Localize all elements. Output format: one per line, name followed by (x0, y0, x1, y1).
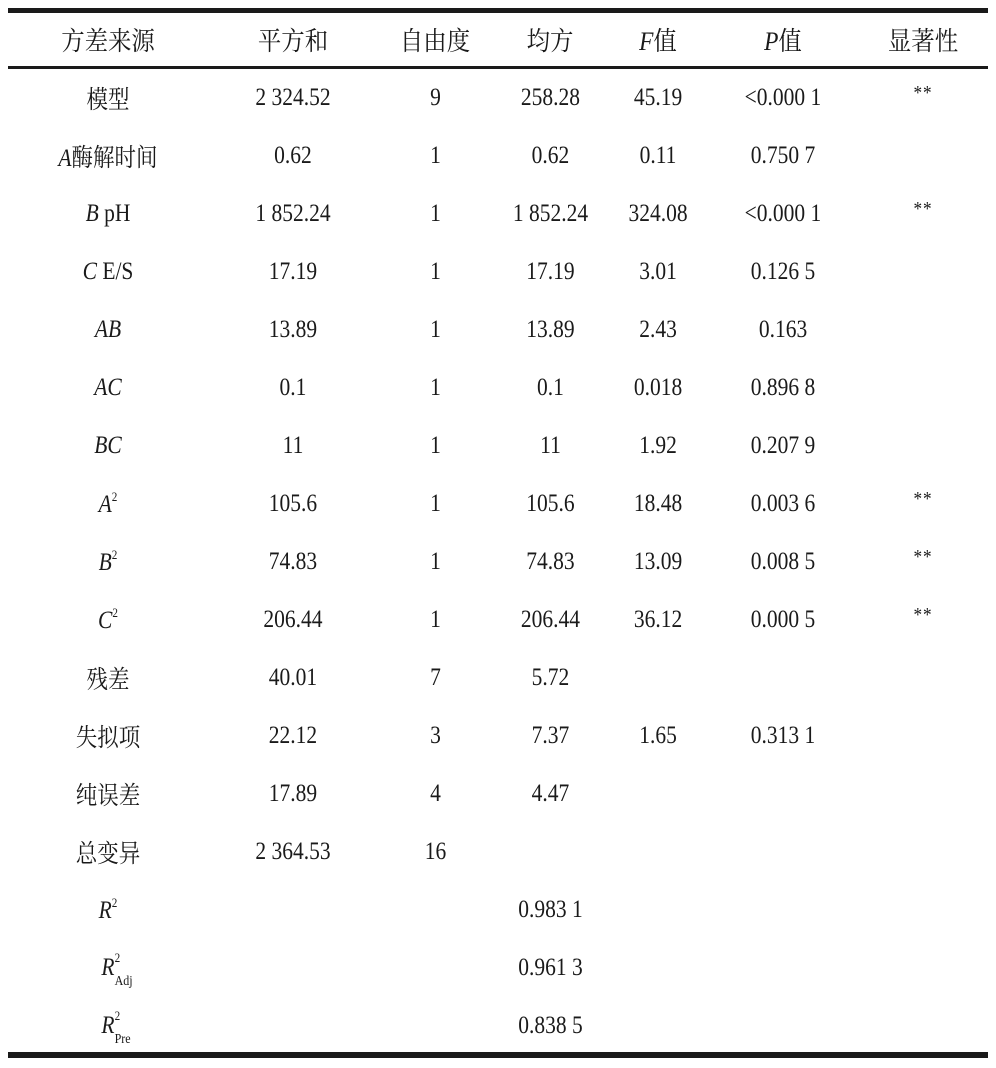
p-value-cell: 0.126 5 (750, 258, 816, 285)
sum-of-squares-cell: 0.62 (274, 142, 312, 169)
source-cell: AB (94, 316, 122, 343)
table-row (8, 591, 988, 649)
p-value-cell (719, 939, 848, 997)
f-value-cell (615, 823, 701, 881)
anova-table (8, 13, 988, 1055)
f-value-cell: 0.018 (633, 374, 683, 401)
f-value-cell: 1.65 (639, 722, 677, 749)
sum-of-squares-cell: 11 (282, 432, 304, 459)
df-cell: 1 (430, 258, 441, 285)
source-cell: 总变异 (75, 841, 141, 868)
mean-square-cell: 74.83 (526, 548, 575, 575)
df-cell: 9 (430, 84, 441, 111)
f-value-cell: 3.01 (639, 258, 677, 285)
p-value-cell: 0.163 (758, 316, 808, 343)
table-row (8, 417, 988, 475)
f-value-cell: 36.12 (633, 606, 683, 633)
header-source: 方差来源 (61, 27, 155, 56)
f-value-cell (615, 649, 701, 707)
df-cell (386, 939, 485, 997)
header-f-value: F值 (639, 27, 677, 56)
p-value-cell: 0.750 7 (750, 142, 816, 169)
significance-cell: ** (913, 82, 933, 104)
significance-cell: ** (913, 546, 933, 568)
table-row (8, 359, 988, 417)
source-cell: $R^2$ (98, 895, 118, 924)
sum-of-squares-cell: 2 324.52 (255, 84, 331, 111)
df-cell: 1 (430, 316, 441, 343)
df-cell (386, 997, 485, 1055)
source-cell: R 2 Pre (101, 1008, 131, 1047)
significance-cell (867, 765, 979, 823)
significance-cell (867, 127, 979, 185)
header-significance: 显著性 (887, 27, 959, 56)
mean-square-cell: 0.983 1 (518, 896, 583, 923)
table-row (8, 823, 988, 881)
significance-cell (867, 359, 979, 417)
source-cell: $B^2$ (98, 547, 118, 576)
significance-cell: ** (913, 488, 933, 510)
source-cell: 模型 (86, 87, 130, 114)
mean-square-cell: 0.838 5 (518, 1012, 583, 1039)
f-value-cell (615, 997, 701, 1055)
significance-cell: ** (913, 198, 933, 220)
f-value-cell: 2.43 (639, 316, 677, 343)
mean-square-cell: 13.89 (526, 316, 575, 343)
df-cell (386, 881, 485, 939)
significance-cell (867, 243, 979, 301)
significance-cell (867, 823, 979, 881)
table-row (8, 185, 988, 243)
f-value-cell (615, 765, 701, 823)
source-cell: 纯误差 (75, 783, 141, 810)
mean-square-cell: 105.6 (526, 490, 575, 517)
significance-cell (867, 707, 979, 765)
sum-of-squares-cell: 13.89 (268, 316, 318, 343)
header-df: 自由度 (400, 27, 471, 56)
source-cell: C E/S (82, 258, 134, 285)
significance-cell (867, 997, 979, 1055)
header-sum-of-squares: 平方和 (257, 27, 329, 56)
df-cell: 1 (430, 374, 441, 401)
source-cell: $C^2$ (98, 605, 118, 634)
sum-of-squares-cell (220, 881, 366, 939)
mean-square-cell: 1 852.24 (512, 200, 589, 227)
sum-of-squares-cell: 74.83 (268, 548, 318, 575)
sum-of-squares-cell (220, 997, 366, 1055)
mean-square-cell: 11 (540, 432, 561, 459)
source-cell: 失拟项 (75, 725, 141, 752)
source-cell: 残差 (86, 667, 130, 694)
p-value-cell: 0.008 5 (750, 548, 816, 575)
sum-of-squares-cell: 1 852.24 (255, 200, 331, 227)
f-value-cell: 45.19 (633, 84, 683, 111)
mean-square-cell: 258.28 (520, 84, 581, 111)
sum-of-squares-cell: 17.19 (268, 258, 318, 285)
table-row (8, 301, 988, 359)
df-cell: 3 (430, 722, 441, 749)
df-cell: 1 (430, 548, 441, 575)
mean-square-cell: 0.1 (537, 374, 564, 401)
p-value-cell: 0.313 1 (750, 722, 816, 749)
p-value-cell: 0.896 8 (750, 374, 816, 401)
f-value-cell (615, 881, 701, 939)
sum-of-squares-cell: 0.1 (279, 374, 307, 401)
source-cell: $A^2$ (98, 489, 118, 518)
df-cell: 7 (430, 664, 441, 691)
sum-of-squares-cell: 17.89 (268, 780, 318, 807)
source-cell: B pH (85, 200, 131, 227)
p-value-cell: 0.003 6 (750, 490, 816, 517)
mean-square-cell: 5.72 (531, 664, 570, 691)
table-row (8, 66, 988, 127)
p-value-cell (719, 997, 848, 1055)
f-value-cell (615, 939, 701, 997)
df-cell: 16 (424, 838, 447, 865)
f-value-cell: 1.92 (639, 432, 677, 459)
significance-cell (867, 417, 979, 475)
header-row (8, 13, 988, 66)
p-value-cell: <0.000 1 (744, 200, 822, 227)
p-value-cell: <0.000 1 (744, 84, 822, 111)
sum-of-squares-cell: 22.12 (268, 722, 318, 749)
table-row (8, 475, 988, 533)
mean-square-cell: 4.47 (531, 780, 570, 807)
table-row (8, 243, 988, 301)
df-cell: 1 (430, 432, 441, 459)
table-row (8, 707, 988, 765)
source-cell: R 2 Adj (101, 950, 133, 989)
table-body (8, 66, 988, 1055)
significance-cell (867, 881, 979, 939)
f-value-cell: 0.11 (639, 142, 677, 169)
p-value-cell: 0.207 9 (750, 432, 816, 459)
source-cell: BC (94, 432, 122, 459)
sum-of-squares-cell: 206.44 (263, 606, 323, 633)
sum-of-squares-cell: 2 364.53 (255, 838, 331, 865)
significance-cell (867, 939, 979, 997)
df-cell: 1 (430, 200, 441, 227)
df-cell: 1 (430, 142, 441, 169)
header-mean-square: 均方 (527, 27, 574, 56)
p-value-cell (719, 881, 848, 939)
df-cell: 1 (430, 606, 441, 633)
p-value-cell (719, 823, 848, 881)
p-value-cell (719, 649, 848, 707)
significance-cell (867, 301, 979, 359)
table-row (8, 939, 988, 997)
mean-square-cell: 0.62 (531, 142, 570, 169)
table-row (8, 649, 988, 707)
table-row (8, 881, 988, 939)
table-row (8, 765, 988, 823)
p-value-cell: 0.000 5 (750, 606, 816, 633)
mean-square-cell: 17.19 (526, 258, 575, 285)
sum-of-squares-cell: 40.01 (268, 664, 318, 691)
mean-square-cell: 206.44 (520, 606, 581, 633)
significance-cell: ** (913, 604, 933, 626)
f-value-cell: 18.48 (633, 490, 683, 517)
table-row (8, 997, 988, 1055)
p-value-cell (719, 765, 848, 823)
table-row (8, 533, 988, 591)
significance-cell (867, 649, 979, 707)
table-header (8, 13, 988, 66)
source-cell: AC (94, 374, 122, 401)
f-value-cell: 13.09 (633, 548, 683, 575)
header-p-value: P值 (764, 27, 802, 56)
mean-square-cell: 0.961 3 (518, 954, 583, 981)
sum-of-squares-cell (220, 939, 366, 997)
df-cell: 4 (430, 780, 441, 807)
mean-square-cell (501, 823, 600, 881)
sum-of-squares-cell: 105.6 (268, 490, 318, 517)
df-cell: 1 (430, 490, 441, 517)
f-value-cell: 324.08 (628, 200, 688, 227)
mean-square-cell: 7.37 (531, 722, 570, 749)
source-cell: A酶解时间 (58, 145, 158, 172)
table-row (8, 127, 988, 185)
